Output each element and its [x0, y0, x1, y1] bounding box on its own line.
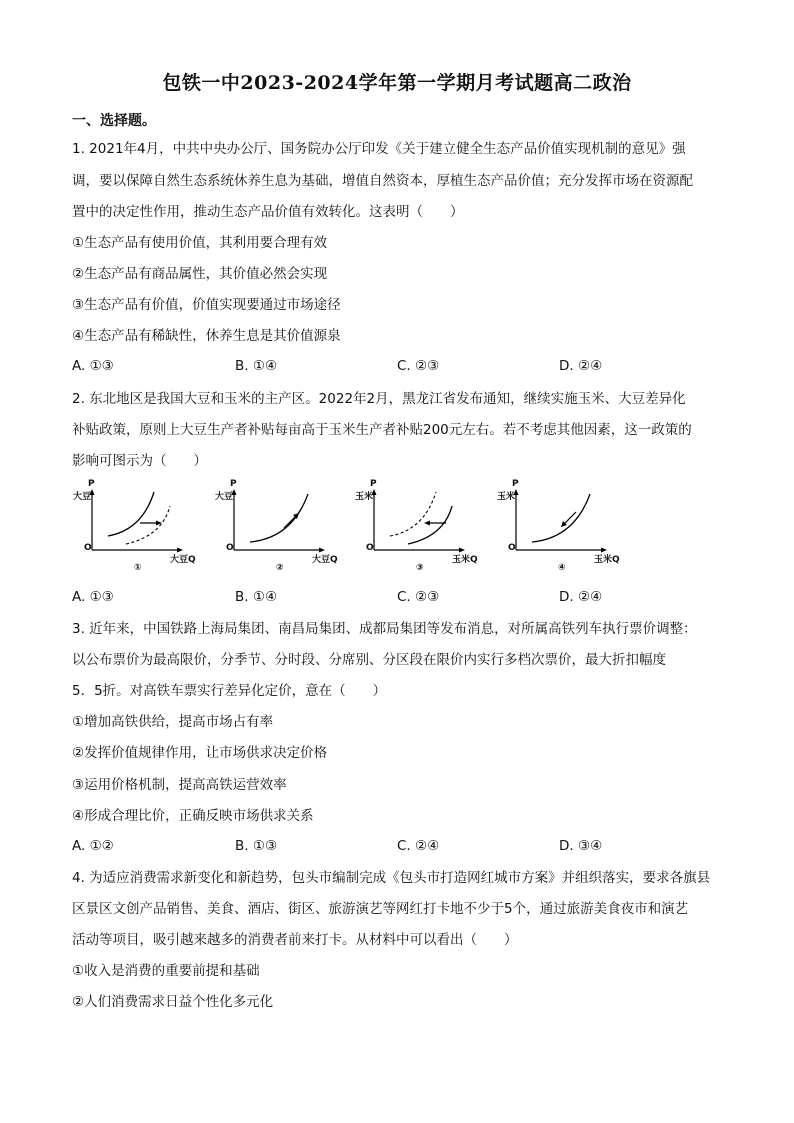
- q3-option-c[interactable]: C. ②④: [397, 838, 440, 854]
- q1-option-a[interactable]: A. ①③: [72, 358, 114, 374]
- q2-option-a[interactable]: A. ①③: [72, 589, 114, 605]
- q4-item-1: ①收入是消费的重要前提和基础: [72, 963, 260, 979]
- graph-2-origin: O: [226, 543, 234, 553]
- q3-line-1: 3. 近年来，中国铁路上海局集团、南昌局集团、成都局集团等发布消息，对所属高铁列车执行票价调整：: [72, 621, 697, 637]
- q2-graph-4: [494, 479, 620, 580]
- q2-option-b[interactable]: B. ①④: [235, 589, 278, 605]
- q1-option-c[interactable]: C. ②③: [397, 358, 440, 374]
- graph-2-p-label: P: [230, 479, 237, 489]
- q2-graph-2: [212, 479, 338, 580]
- q3-item-2: ②发挥价值规律作用，让市场供求决定价格: [72, 745, 328, 761]
- q4-item-2: ②人们消费需求日益个性化多元化: [72, 994, 274, 1010]
- q1-item-2: ②生态产品有商品属性，其价值必然会实现: [72, 266, 328, 282]
- q2-line-2: 补贴政策，原则上大豆生产者补贴每亩高于玉米生产者补贴200元左右。若不考虑其他因素，这一政策的: [72, 422, 692, 438]
- q3-line-3: 5．5折。对高铁车票实行差异化定价，意在（ ）: [72, 683, 387, 699]
- graph-2-number: ②: [276, 563, 284, 573]
- graph-3-y-name: 玉米: [355, 492, 374, 502]
- q3-item-4: ④形成合理比价，正确反映市场供求关系: [72, 808, 314, 824]
- q2-line-1: 2. 东北地区是我国大豆和玉米的主产区。2022年2月，黑龙江省发布通知，继续实施玉米、大豆差异化: [72, 391, 686, 407]
- graph-1-number: ①: [134, 563, 142, 573]
- q3-option-d[interactable]: D. ③④: [559, 838, 603, 854]
- q1-line-1: 1. 2021年4月，中共中央办公厅、国务院办公厅印发《关于建立健全生态产品价值实现机制的意见》强: [72, 141, 686, 157]
- graph-2-y-name: 大豆: [215, 492, 234, 502]
- q2-option-d[interactable]: D. ②④: [559, 589, 603, 605]
- graph-3-p-label: P: [370, 479, 377, 489]
- q1-line-3: 置中的决定性作用，推动生态产品价值有效转化。这表明（ ）: [72, 204, 464, 220]
- q4-line-3: 活动等项目，吸引越来越多的消费者前来打卡。从材料中可以看出（ ）: [72, 932, 518, 948]
- graph-4-number: ④: [558, 563, 566, 573]
- q2-graph-3: [352, 479, 478, 580]
- graph-4-origin: O: [508, 543, 516, 553]
- q2-option-c[interactable]: C. ②③: [397, 589, 440, 605]
- q3-line-2: 以公布票价为最高限价，分季节、分时段、分席别、分区段在限价内实行多档次票价，最大折扣幅度: [72, 652, 666, 668]
- q1-option-b[interactable]: B. ①④: [235, 358, 278, 374]
- q1-options: [72, 358, 732, 376]
- q2-line-3: 影响可图示为（ ）: [72, 453, 207, 469]
- graph-2-x-name: 大豆Q: [312, 555, 338, 565]
- q1-item-3: ③生态产品有价值，价值实现要通过市场途径: [72, 297, 341, 313]
- q3-option-a[interactable]: A. ①②: [72, 838, 114, 854]
- graph-1-y-name: 大豆: [73, 492, 92, 502]
- graph-3-number: ③: [416, 563, 424, 573]
- graph-1-origin: O: [84, 543, 92, 553]
- graph-4-p-label: P: [512, 479, 519, 489]
- q4-line-1: 4. 为适应消费需求新变化和新趋势，包头市编制完成《包头市打造网红城市方案》并组织落实，要求各旗县: [72, 870, 711, 886]
- q3-options: [72, 838, 732, 856]
- q1-item-1: ①生态产品有使用价值，其利用要合理有效: [72, 235, 328, 251]
- q2-options: [72, 589, 732, 607]
- q3-item-3: ③运用价格机制，提高高铁运营效率: [72, 777, 287, 793]
- q3-item-1: ①增加高铁供给，提高市场占有率: [72, 714, 274, 730]
- graph-1-x-name: 大豆Q: [170, 555, 196, 565]
- graph-3-x-name: 玉米Q: [452, 555, 478, 565]
- graph-3-origin: O: [366, 543, 374, 553]
- q1-option-d[interactable]: D. ②④: [559, 358, 603, 374]
- q3-option-b[interactable]: B. ①③: [235, 838, 278, 854]
- q2-graphs: [70, 480, 630, 580]
- graph-4-y-name: 玉米: [497, 492, 516, 502]
- q2-graph-1: [70, 479, 196, 580]
- section-heading: 一、选择题。: [72, 113, 156, 129]
- q1-line-2: 调，要以保障自然生态系统休养生息为基础，增值自然资本，厚植生态产品价值；充分发挥市场在资源配: [72, 173, 693, 189]
- q1-item-4: ④生态产品有稀缺性，休养生息是其价值源泉: [72, 328, 341, 344]
- graph-4-x-name: 玉米Q: [594, 555, 620, 565]
- page-title: 包铁一中2023-2024学年第一学期月考试题高二政治: [162, 72, 632, 94]
- graph-1-p-label: P: [88, 479, 95, 489]
- q4-line-2: 区景区文创产品销售、美食、酒店、街区、旅游演艺等网红打卡地不少于5个，通过旅游美食夜市和演艺: [72, 901, 689, 917]
